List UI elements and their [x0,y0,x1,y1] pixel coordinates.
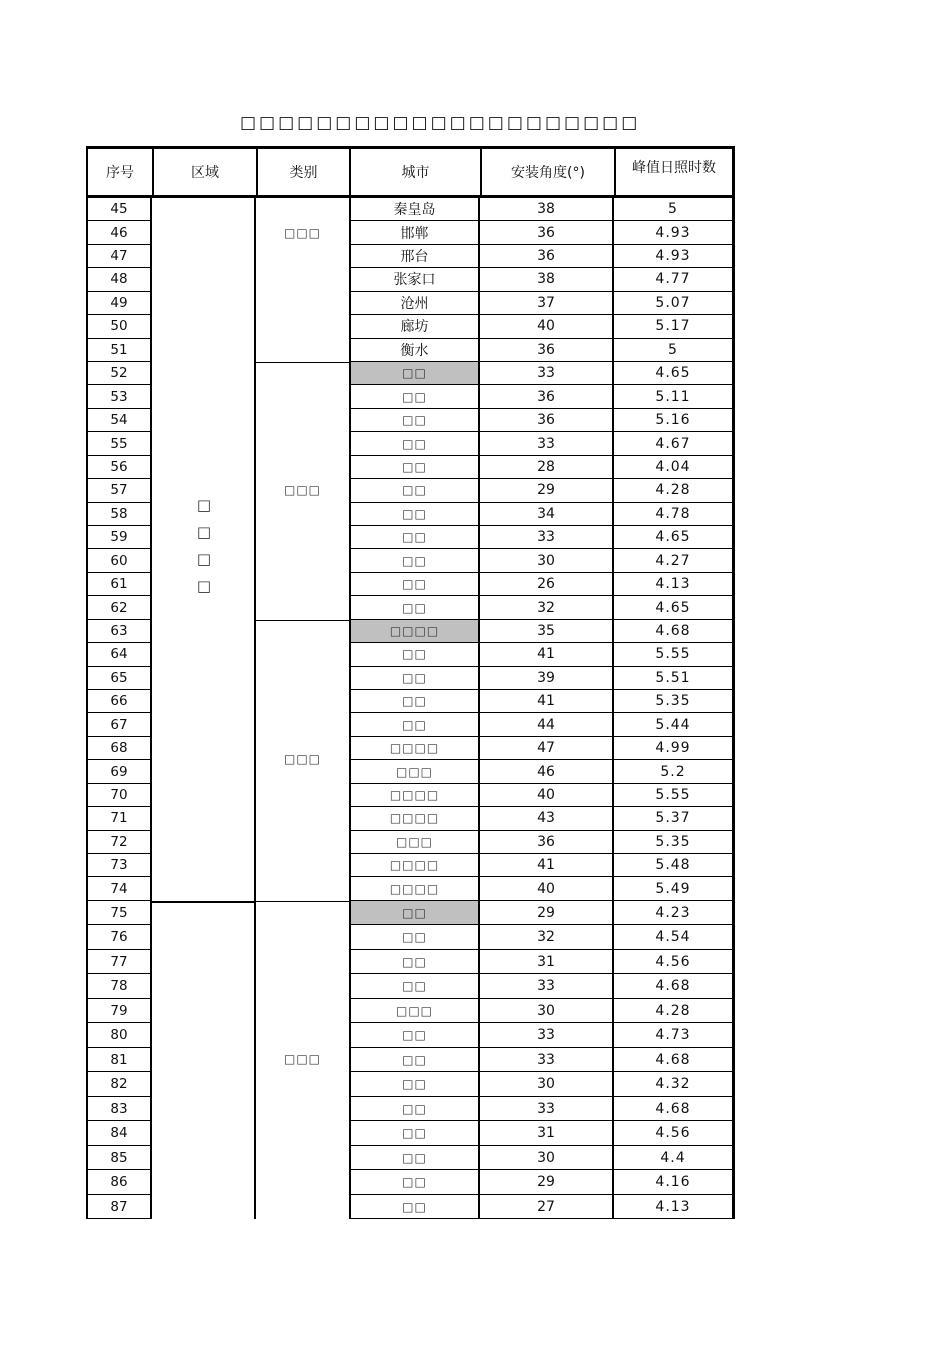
table-row [86,690,735,713]
angle-cell: 35 [480,620,614,643]
angle-cell: 41 [480,690,614,713]
table-row [86,950,735,975]
header-no: 序号 [86,146,152,198]
peak-hours-cell: 4.93 [614,245,735,268]
region-label-char: □ [196,550,212,569]
peak-hours-cell: 4.27 [614,549,735,572]
city-cell: □□ [349,667,480,690]
row-number: 86 [86,1170,152,1195]
city-cell: □□□ [349,760,480,783]
data-table [86,146,735,1218]
city-cell: □□ [349,479,480,502]
city-cell: 衡水 [349,339,480,362]
angle-cell: 34 [480,503,614,526]
peak-hours-cell: 5.11 [614,385,735,408]
city-cell: □□□ [349,999,480,1024]
city-cell: 邢台 [349,245,480,268]
peak-hours-cell: 5.44 [614,713,735,736]
city-cell: 邯郸 [349,221,480,244]
table-row [86,1195,735,1220]
angle-cell: 40 [480,315,614,338]
table-row [86,737,735,760]
table-row [86,925,735,950]
table-row [86,999,735,1024]
region-label-char: □ [196,523,212,542]
peak-hours-cell: 5.49 [614,877,735,900]
peak-hours-cell: 4.67 [614,432,735,455]
peak-hours-cell: 4.65 [614,526,735,549]
angle-cell: 41 [480,854,614,877]
angle-cell: 33 [480,362,614,385]
city-cell: □□ [349,713,480,736]
city-cell: □□□□ [349,784,480,807]
table-row [86,268,735,291]
peak-hours-cell: 4.77 [614,268,735,291]
angle-cell: 38 [480,198,614,221]
row-number: 48 [86,268,152,291]
city-cell: □□ [349,573,480,596]
city-cell: □□ [349,456,480,479]
peak-hours-cell: 5.16 [614,409,735,432]
angle-cell: 29 [480,901,614,926]
table-row [86,432,735,455]
peak-hours-cell: 5.17 [614,315,735,338]
table-row [86,877,735,900]
table-row [86,643,735,666]
table-row [86,620,735,643]
peak-hours-cell: 5.55 [614,643,735,666]
table-row [86,362,735,385]
peak-hours-cell: 5.55 [614,784,735,807]
angle-cell: 33 [480,526,614,549]
city-cell: □□ [349,432,480,455]
table-row [86,1121,735,1146]
angle-cell: 38 [480,268,614,291]
peak-hours-cell: 4.56 [614,1121,735,1146]
peak-hours-cell: 4.68 [614,620,735,643]
table-row [86,292,735,315]
table-row [86,549,735,572]
peak-hours-cell: 4.99 [614,737,735,760]
peak-hours-cell: 4.32 [614,1072,735,1097]
peak-hours-cell: 4.65 [614,362,735,385]
table-row [86,596,735,619]
header-angle: 安装角度(°) [480,146,614,198]
table-row [86,831,735,854]
table-row [86,409,735,432]
peak-hours-cell: 4.23 [614,901,735,926]
table-row [86,503,735,526]
row-number: 70 [86,784,152,807]
table-row [86,1170,735,1195]
angle-cell: 30 [480,1146,614,1171]
angle-cell: 46 [480,760,614,783]
peak-hours-cell: 4.16 [614,1170,735,1195]
row-number: 69 [86,760,152,783]
row-number: 49 [86,292,152,315]
table-row [86,573,735,596]
row-number: 52 [86,362,152,385]
peak-hours-cell: 4.28 [614,999,735,1024]
table-row [86,901,735,926]
row-number: 73 [86,854,152,877]
row-number: 84 [86,1121,152,1146]
city-cell: □□ [349,596,480,619]
city-cell: □□ [349,1121,480,1146]
peak-hours-cell: 4.73 [614,1023,735,1048]
table-row [86,1072,735,1097]
table-row [86,221,735,244]
angle-cell: 27 [480,1195,614,1220]
peak-hours-cell: 4.13 [614,573,735,596]
peak-hours-cell: 5.2 [614,760,735,783]
peak-hours-cell: 5.07 [614,292,735,315]
city-cell: □□ [349,950,480,975]
city-cell: □□ [349,1023,480,1048]
city-cell: □□ [349,925,480,950]
peak-hours-cell: 5.35 [614,831,735,854]
angle-cell: 33 [480,1097,614,1122]
angle-cell: 33 [480,974,614,999]
row-number: 82 [86,1072,152,1097]
city-cell: □□ [349,1097,480,1122]
city-cell: □□ [349,643,480,666]
table-row [86,339,735,362]
angle-cell: 32 [480,596,614,619]
row-number: 46 [86,221,152,244]
row-number: 75 [86,901,152,926]
city-cell: □□ [349,503,480,526]
row-number: 54 [86,409,152,432]
table-row [86,245,735,268]
row-number: 77 [86,950,152,975]
row-number: 74 [86,877,152,900]
city-cell: □□ [349,549,480,572]
angle-cell: 47 [480,737,614,760]
city-cell: □□□□ [349,737,480,760]
city-cell: □□ [349,526,480,549]
row-number: 79 [86,999,152,1024]
city-cell: □□ [349,1170,480,1195]
type-label: □□□ [283,482,321,497]
angle-cell: 40 [480,877,614,900]
row-number: 56 [86,456,152,479]
angle-cell: 33 [480,1048,614,1073]
table-row [86,1146,735,1171]
table-row [86,456,735,479]
table-row [86,198,735,221]
row-number: 59 [86,526,152,549]
angle-cell: 29 [480,479,614,502]
peak-hours-cell: 5.37 [614,807,735,830]
city-cell: □□ [349,1146,480,1171]
angle-cell: 39 [480,667,614,690]
row-number: 55 [86,432,152,455]
row-number: 60 [86,549,152,572]
peak-hours-cell: 4.78 [614,503,735,526]
peak-hours-cell: 5.35 [614,690,735,713]
peak-hours-cell: 5.51 [614,667,735,690]
angle-cell: 29 [480,1170,614,1195]
region-label-char: □ [196,496,212,515]
header-city: 城市 [349,146,480,198]
city-cell: □□ [349,385,480,408]
row-number: 68 [86,737,152,760]
city-cell: □□ [349,690,480,713]
angle-cell: 40 [480,784,614,807]
peak-hours-cell: 4.68 [614,974,735,999]
angle-cell: 30 [480,999,614,1024]
row-number: 83 [86,1097,152,1122]
angle-cell: 36 [480,245,614,268]
peak-hours-cell: 4.54 [614,925,735,950]
row-number: 61 [86,573,152,596]
table-row [86,784,735,807]
angle-cell: 33 [480,1023,614,1048]
row-number: 58 [86,503,152,526]
city-cell: □□□□ [349,807,480,830]
peak-hours-cell: 5 [614,339,735,362]
row-number: 50 [86,315,152,338]
table-row [86,1048,735,1073]
city-cell: 秦皇岛 [349,198,480,221]
table-row [86,974,735,999]
angle-cell: 41 [480,643,614,666]
table-row [86,1023,735,1048]
angle-cell: 31 [480,1121,614,1146]
row-number: 81 [86,1048,152,1073]
city-cell: □□ [349,1195,480,1220]
row-number: 53 [86,385,152,408]
row-number: 65 [86,667,152,690]
city-cell: □□□□ [349,877,480,900]
city-cell: 廊坊 [349,315,480,338]
row-number: 67 [86,713,152,736]
peak-hours-cell: 4.4 [614,1146,735,1171]
city-cell: □□ [349,901,480,926]
row-number: 71 [86,807,152,830]
type-label: □□□ [283,1052,321,1067]
angle-cell: 36 [480,339,614,362]
angle-cell: 30 [480,1072,614,1097]
angle-cell: 33 [480,432,614,455]
peak-hours-cell: 4.65 [614,596,735,619]
type-label: □□□ [283,226,321,240]
row-number: 87 [86,1195,152,1220]
table-row [86,385,735,408]
table-row [86,315,735,338]
row-number: 47 [86,245,152,268]
peak-hours-cell: 5.48 [614,854,735,877]
peak-hours-cell: 4.93 [614,221,735,244]
row-number: 72 [86,831,152,854]
angle-cell: 36 [480,409,614,432]
angle-cell: 30 [480,549,614,572]
city-cell: 张家口 [349,268,480,291]
header-region: 区域 [152,146,256,198]
angle-cell: 36 [480,221,614,244]
row-number: 62 [86,596,152,619]
city-cell: □□□□ [349,620,480,643]
city-cell: □□□□ [349,854,480,877]
table-row [86,713,735,736]
city-cell: □□□ [349,831,480,854]
city-cell: □□ [349,974,480,999]
row-number: 57 [86,479,152,502]
peak-hours-cell: 4.68 [614,1097,735,1122]
angle-cell: 28 [480,456,614,479]
angle-cell: 26 [480,573,614,596]
row-number: 64 [86,643,152,666]
peak-hours-cell: 4.68 [614,1048,735,1073]
peak-hours-cell: 5 [614,198,735,221]
table-row [86,479,735,502]
angle-cell: 43 [480,807,614,830]
region-label-char: □ [196,577,212,596]
row-number: 51 [86,339,152,362]
angle-cell: 36 [480,385,614,408]
table-row [86,807,735,830]
peak-hours-cell: 4.28 [614,479,735,502]
city-cell: 沧州 [349,292,480,315]
table-row [86,760,735,783]
city-cell: □□ [349,1048,480,1073]
row-number: 80 [86,1023,152,1048]
row-number: 76 [86,925,152,950]
table-row [86,854,735,877]
peak-hours-cell: 4.56 [614,950,735,975]
row-number: 85 [86,1146,152,1171]
angle-cell: 31 [480,950,614,975]
angle-cell: 37 [480,292,614,315]
angle-cell: 32 [480,925,614,950]
angle-cell: 44 [480,713,614,736]
row-number: 66 [86,690,152,713]
table-row [86,526,735,549]
row-number: 45 [86,198,152,221]
peak-hours-cell: 4.13 [614,1195,735,1220]
page-title: □□□□□□□□□□□□□□□□□□□□□ [240,113,641,133]
row-number: 78 [86,974,152,999]
table-row [86,1097,735,1122]
row-number: 63 [86,620,152,643]
angle-cell: 36 [480,831,614,854]
table-row [86,667,735,690]
header-type: 类别 [256,146,349,198]
city-cell: □□ [349,362,480,385]
city-cell: □□ [349,409,480,432]
peak-hours-cell: 4.04 [614,456,735,479]
type-label: □□□ [283,752,321,767]
header-peak: 峰值日照时数 [614,146,735,198]
city-cell: □□ [349,1072,480,1097]
